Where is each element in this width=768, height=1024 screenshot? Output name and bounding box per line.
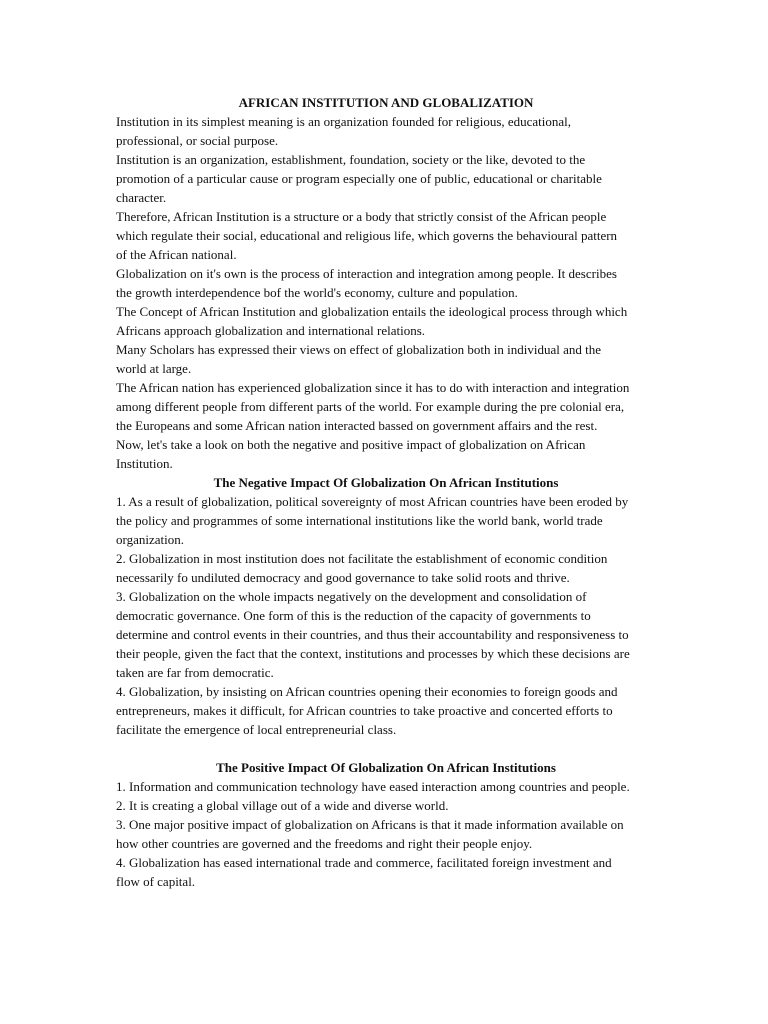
text-line: Africans approach globalization and international relations.: [116, 323, 425, 338]
text-line: determine and control events in their countries, and thus their accountability and responsiveness to: [116, 627, 629, 642]
negative-impact-section: [116, 492, 656, 739]
text-line: Globalization on it's own is the process of interaction and integration among people. It describes: [116, 266, 617, 281]
text-line: of the African national.: [116, 247, 237, 262]
text-line: their people, given the fact that the context, institutions and processes by which these decisions are: [116, 646, 630, 661]
text-line: world at large.: [116, 361, 192, 376]
text-line: 2. It is creating a global village out of a wide and diverse world.: [116, 798, 449, 813]
text-line: which regulate their social, educational and religious life, which governs the behavioural pattern: [116, 228, 618, 243]
text-line: character.: [116, 190, 167, 205]
text-line: 3. Globalization on the whole impacts negatively on the development and consolidation of: [116, 589, 587, 604]
text-line: facilitate the emergence of local entrepreneurial class.: [116, 722, 397, 737]
positive-impact-heading: The Positive Impact Of Globalization On African Institutions: [216, 760, 556, 775]
text-line: Therefore, African Institution is a structure or a body that strictly consist of the African people: [116, 209, 607, 224]
text-line: the Europeans and some African nation interacted bassed on government affairs and the rest.: [116, 418, 598, 433]
text-line: promotion of a particular cause or program especially one of public, educational or charitable: [116, 171, 602, 186]
text-line: The African nation has experienced globalization since it has to do with interaction and integration: [116, 380, 630, 395]
text-line: 2. Globalization in most institution does not facilitate the establishment of economic condition: [116, 551, 608, 566]
blank-line: [116, 739, 656, 758]
positive-impact-section: [116, 777, 656, 891]
text-line: organization.: [116, 532, 184, 547]
text-line: 4. Globalization has eased international trade and commerce, facilitated foreign investment and: [116, 855, 612, 870]
text-line: necessarily fo undiluted democracy and good governance to take solid roots and thrive.: [116, 570, 570, 585]
text-line: Many Scholars has expressed their views on effect of globalization both in individual and the: [116, 342, 601, 357]
text-line: 1. As a result of globalization, political sovereignty of most African countries have been eroded by: [116, 494, 629, 509]
text-line: Institution.: [116, 456, 173, 471]
text-line: flow of capital.: [116, 874, 196, 889]
text-line: Institution in its simplest meaning is an organization founded for religious, educational,: [116, 114, 572, 129]
text-line: The Concept of African Institution and globalization entails the ideological process through which: [116, 304, 628, 319]
text-line: Now, let's take a look on both the negative and positive impact of globalization on African: [116, 437, 586, 452]
text-line: 3. One major positive impact of globalization on Africans is that it made information available on: [116, 817, 624, 832]
text-line: the policy and programmes of some international institutions like the world bank, world trade: [116, 513, 603, 528]
intro-section: [116, 112, 656, 473]
text-line: entrepreneurs, makes it difficult, for African countries to take proactive and concerted efforts to: [116, 703, 613, 718]
text-line: Institution is an organization, establishment, foundation, society or the like, devoted to the: [116, 152, 586, 167]
text-line: the growth interdependence bof the world's economy, culture and population.: [116, 285, 518, 300]
text-line: how other countries are governed and the freedoms and right their people enjoy.: [116, 836, 533, 851]
text-line: democratic governance. One form of this is the reduction of the capacity of governments to: [116, 608, 591, 623]
document-page: [116, 93, 656, 891]
text-line: taken are far from democratic.: [116, 665, 274, 680]
document-title: AFRICAN INSTITUTION AND GLOBALIZATION: [238, 95, 534, 110]
text-line: 1. Information and communication technology have eased interaction among countries and people.: [116, 779, 630, 794]
text-line: professional, or social purpose.: [116, 133, 279, 148]
text-line: among different people from different parts of the world. For example during the pre colonial era,: [116, 399, 625, 414]
text-line: 4. Globalization, by insisting on African countries opening their economies to foreign goods and: [116, 684, 618, 699]
negative-impact-heading: The Negative Impact Of Globalization On African Institutions: [213, 475, 559, 490]
